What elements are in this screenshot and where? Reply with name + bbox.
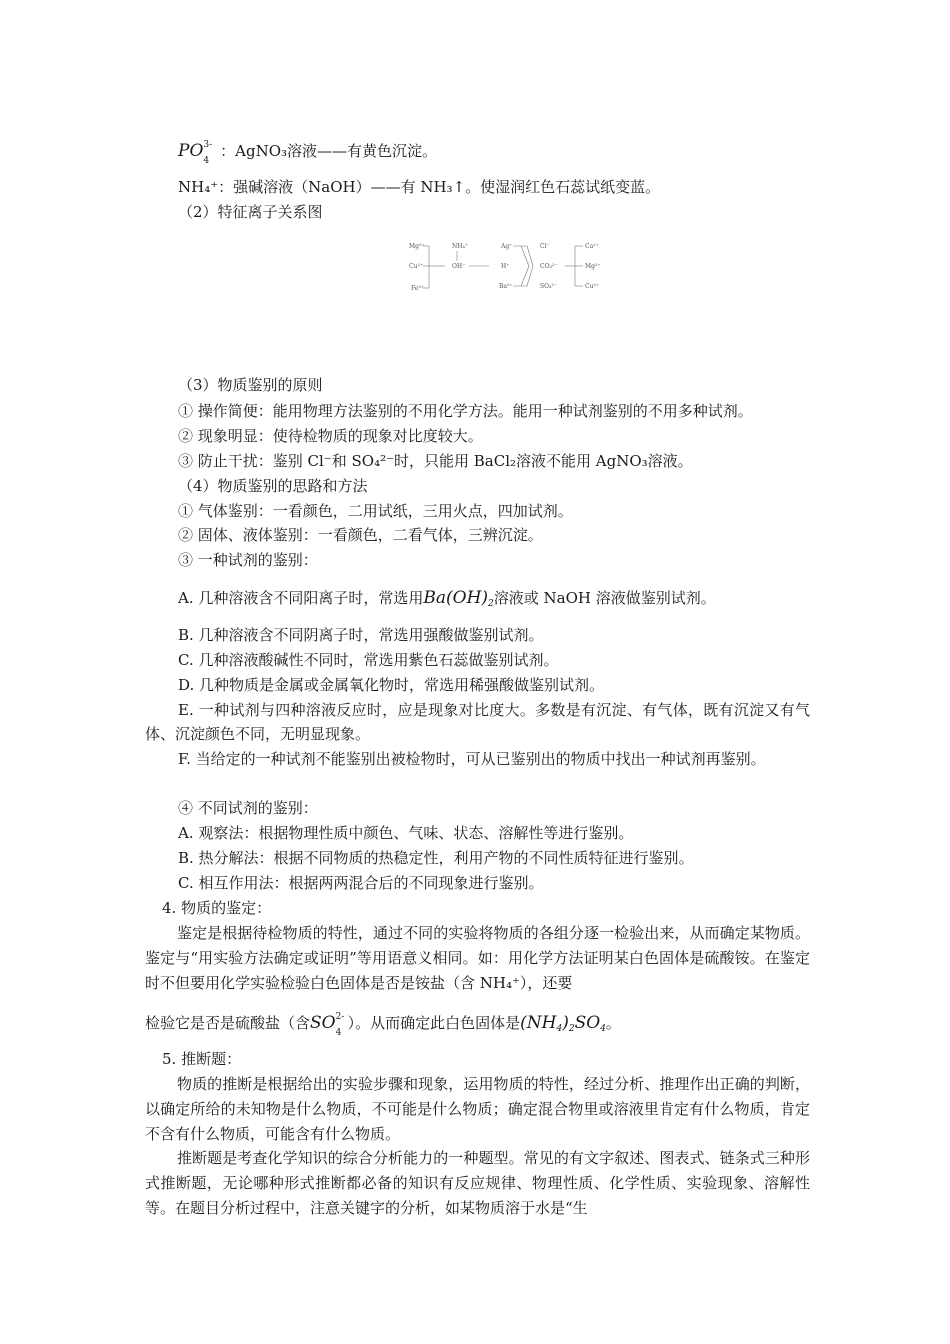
diff-a: A. 观察法：根据物理性质中颜色、气味、状态、溶解性等进行鉴别。 xyxy=(178,824,634,842)
nh4-line: NH₄⁺：强碱溶液（NaOH）——有 NH₃↑。使湿润红色石蕊试纸变蓝。 xyxy=(178,178,661,196)
ion-ag: Ag⁺ xyxy=(501,243,513,250)
ammonium-sulfate-formula: $(NH_4)_2SO_4$ xyxy=(520,1013,606,1034)
po4-formula: PO 3- 4 xyxy=(178,140,213,166)
section-identification-heading: 4. 物质的鉴定： xyxy=(162,899,272,917)
reagent-e: E. 一种试剂与四种溶液反应时，应是现象对比度大。多数是有沉淀、有气体，既有沉淀又有气体、沉淀颜色不同，无明显现象。 xyxy=(145,701,810,743)
ion-cu: Cu²⁺ xyxy=(409,263,424,270)
section-4-heading: （4）物质鉴别的思路和方法 xyxy=(178,477,368,495)
method-3: ③ 一种试剂的鉴别： xyxy=(178,551,318,569)
ion-h: H⁺ xyxy=(501,263,510,270)
principle-1: ① 操作简便：能用物理方法鉴别的不用化学方法。能用一种试剂鉴别的不用多种试剂。 xyxy=(178,402,753,420)
method-1: ① 气体鉴别：一看颜色，二用试纸，三用火点，四加试剂。 xyxy=(178,502,573,520)
reagent-a: A. 几种溶液含不同阳离子时，常选用$Ba(OH)_2$溶液或 NaOH 溶液做鉴别试剂。 xyxy=(178,588,716,609)
baoh2-formula: $Ba(OH)_2$ xyxy=(423,588,494,609)
reagent-c: C. 几种溶液酸碱性不同时，常选用紫色石蕊做鉴别试剂。 xyxy=(178,651,559,669)
ion-mg2: Mg²⁺ xyxy=(585,263,601,270)
ion-ca: Ca²⁺ xyxy=(585,243,599,250)
identification-last-line: 检验它是否是硫酸盐（含SO 2- 4 ）。从而确定此白色固体是$(NH_4)_2SO_4$。 xyxy=(145,1012,621,1038)
section-2-heading: （2）特征离子关系图 xyxy=(178,203,323,221)
ion-fe: Fe³⁺ xyxy=(411,285,424,292)
ion-oh: OH⁻ xyxy=(452,263,466,270)
ion-cl: Cl⁻ xyxy=(540,243,550,250)
reagent-f: F. 当给定的一种试剂不能鉴别出被检物时，可从已鉴别出的物质中找出一种试剂再鉴别。 xyxy=(178,750,766,768)
section-3-heading: （3）物质鉴别的原则 xyxy=(178,376,323,394)
ion-nh4: NH₄⁺ xyxy=(452,243,469,250)
diff-b: B. 热分解法：根据不同物质的热稳定性，利用产物的不同性质特征进行鉴别。 xyxy=(178,849,694,867)
ion-ba: Ba²⁺ xyxy=(499,283,513,290)
inference-paragraph-1: 物质的推断是根据给出的实验步骤和现象，运用物质的特性，经过分析、推理作出正确的判断，以确定所给的未知物是什么物质，不可能是什么物质；确定混合物里或溶液里肯定有什么物质，肯定不含有什么物质，可能含有什么物质。 xyxy=(145,1075,810,1143)
po4-line xyxy=(178,140,438,166)
ion-cu2: Cu²⁺ xyxy=(585,283,600,290)
method-4: ④ 不同试剂的鉴别： xyxy=(178,799,318,817)
method-2: ② 固体、液体鉴别：一看颜色，二看气体，三辨沉淀。 xyxy=(178,526,543,544)
po4-text: ：AgNO₃溶液——有黄色沉淀。 xyxy=(220,142,438,160)
principle-3: ③ 防止干扰：鉴别 Cl⁻和 SO₄²⁻时，只能用 BaCl₂溶液不能用 AgNO₃溶液。 xyxy=(178,452,693,470)
section-inference-heading: 5. 推断题： xyxy=(162,1050,242,1068)
reagent-b: B. 几种溶液含不同阴离子时，常选用强酸做鉴别试剂。 xyxy=(178,626,544,644)
identification-paragraph: 鉴定是根据待检物质的特性，通过不同的实验将物质的各组分逐一检验出来，从而确定某物质。鉴定与“用实验方法确定或证明”等用语意义相同。如：用化学方法证明某白色固体是硫酸铵。在鉴定时不但要用化学实验检验白色固体是否是铵盐（含 NH₄⁺），还要 xyxy=(145,924,810,992)
ion-co3: CO₃²⁻ xyxy=(540,263,558,270)
principle-2: ② 现象明显：使待检物质的现象对比度较大。 xyxy=(178,427,483,445)
inference-paragraph-2: 推断题是考查化学知识的综合分析能力的一种题型。常见的有文字叙述、图表式、链条式三种形式推断题，无论哪种形式推断都必备的知识有反应规律、物理性质、化学性质、实验现象、溶解性等。在题目分析过程中，注意关键字的分析，如某物质溶于水是“生 xyxy=(145,1149,810,1217)
ion-mg: Mg²⁺ xyxy=(409,243,425,250)
ion-relationship-diagram xyxy=(405,240,605,296)
ion-so4: SO₄²⁻ xyxy=(540,283,558,290)
diff-c: C. 相互作用法：根据两两混合后的不同现象进行鉴别。 xyxy=(178,874,544,892)
reagent-d: D. 几种物质是金属或金属氧化物时，常选用稀强酸做鉴别试剂。 xyxy=(178,676,605,694)
